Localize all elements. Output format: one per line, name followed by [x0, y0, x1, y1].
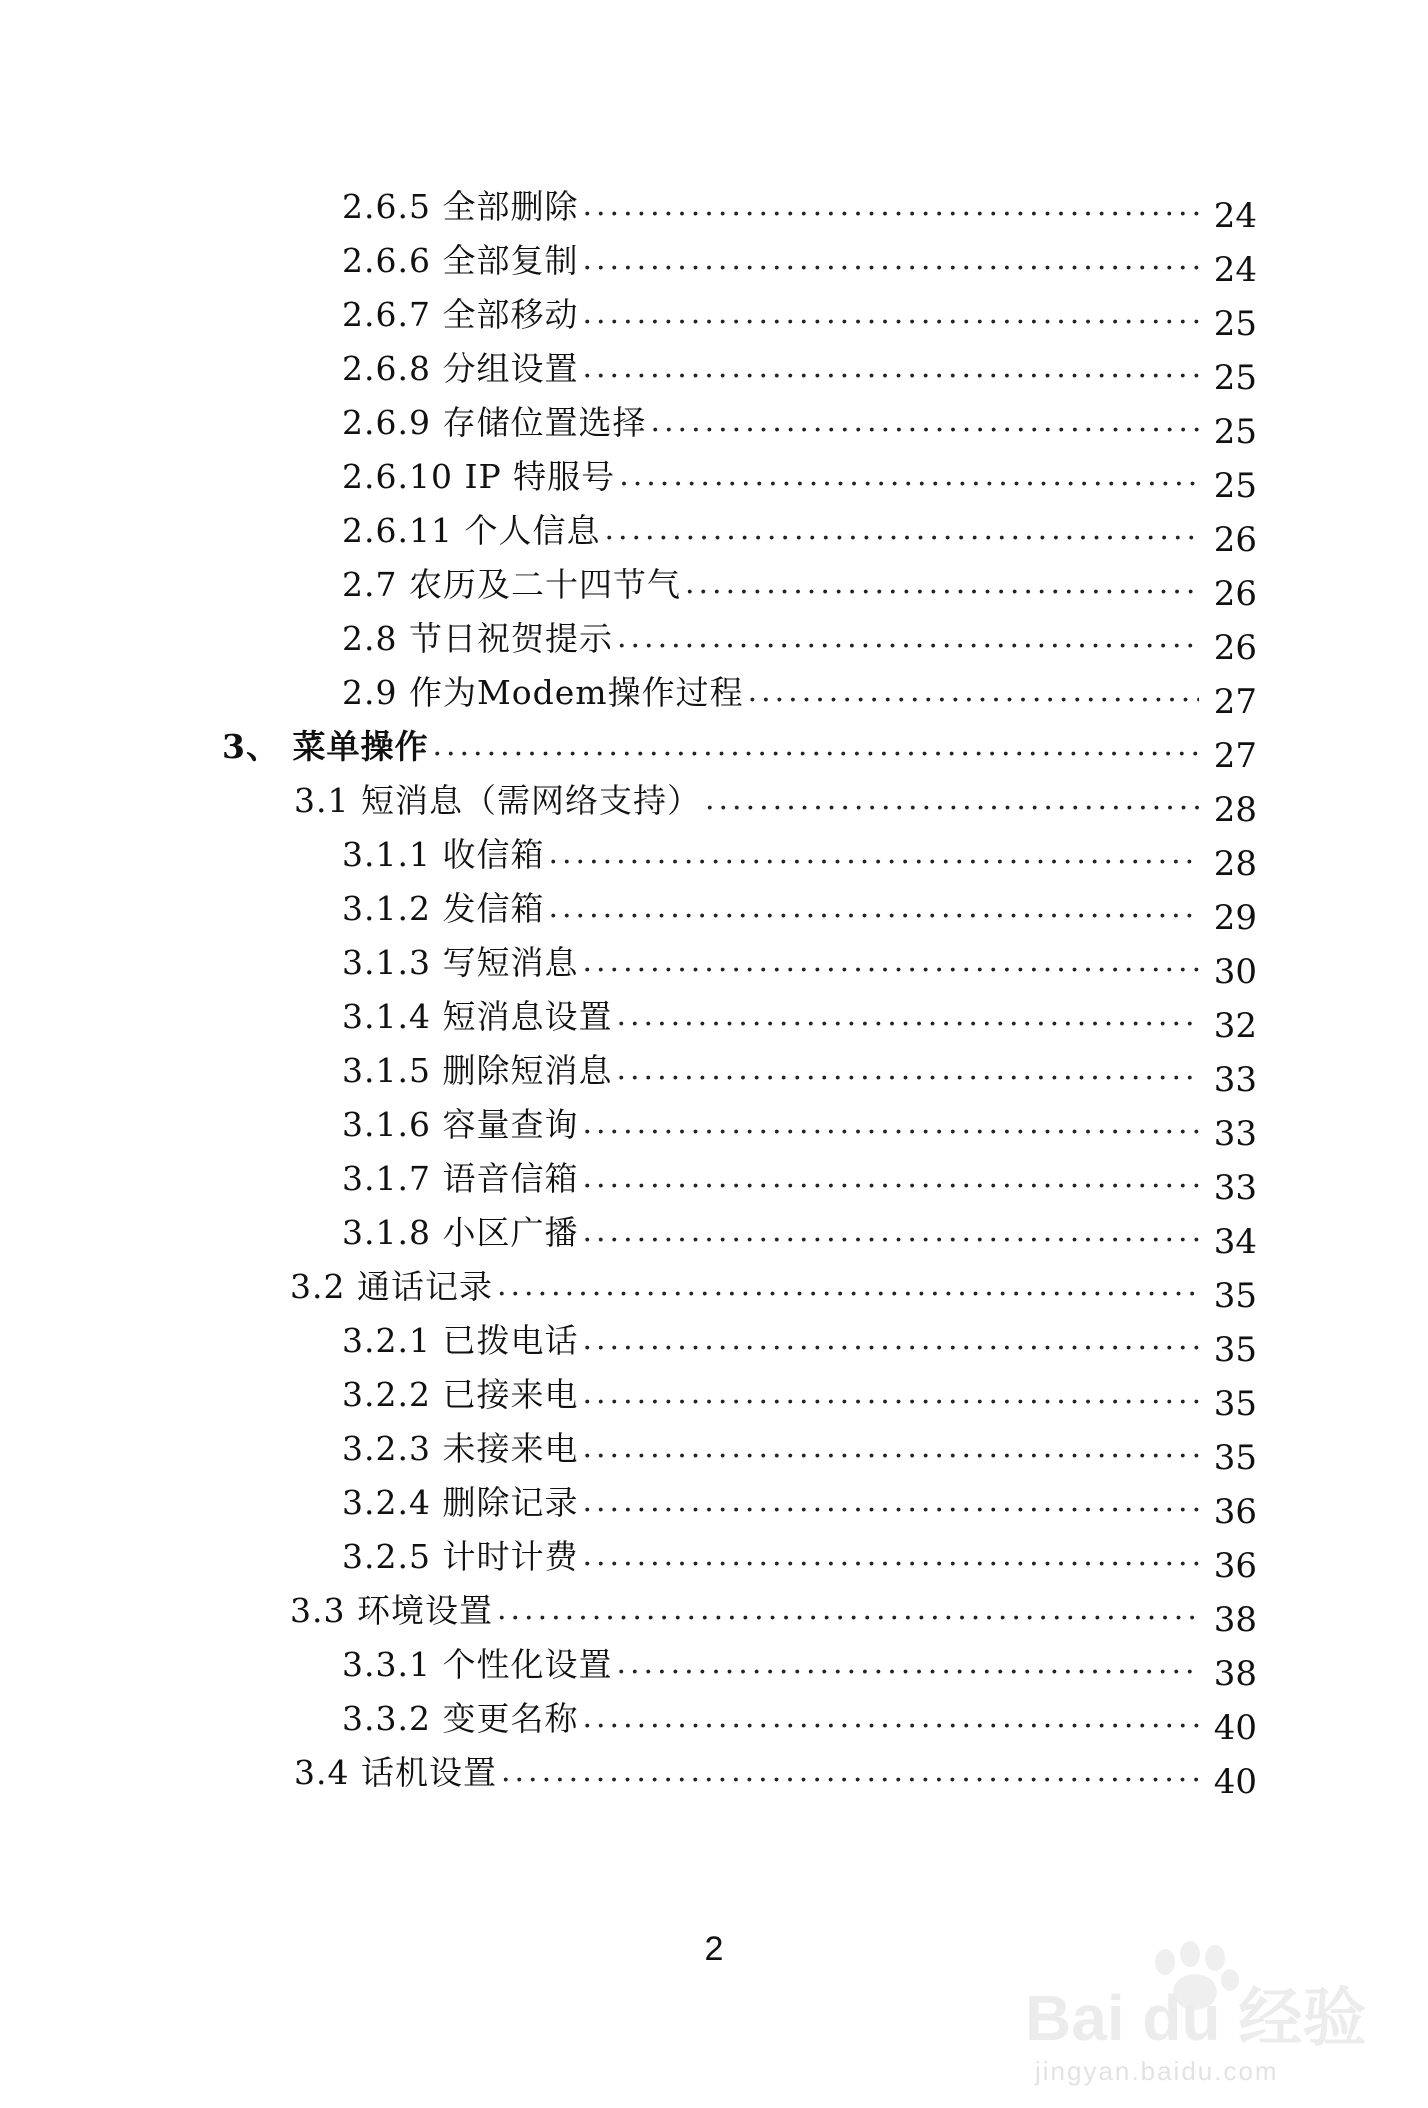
toc-entry: [342, 985, 1257, 1046]
toc-leader-dots: [650, 407, 1199, 437]
toc-entry-page: 24: [1213, 250, 1257, 290]
toc-leader-dots: [582, 1379, 1199, 1409]
toc-leader-dots: [582, 1433, 1199, 1463]
toc-entry-page: 38: [1213, 1600, 1257, 1640]
page-number: 2: [704, 1930, 724, 1968]
watermark-brand: Bai du 经验: [1025, 1982, 1367, 2054]
toc-entry-title: 2.9 作为Modem操作过程: [342, 673, 744, 712]
toc-leader-dots: [582, 1487, 1199, 1517]
toc-entry: [342, 1039, 1257, 1100]
toc-entry: [222, 715, 1257, 776]
toc-entry-title: 3.2.1 已拨电话: [342, 1321, 579, 1360]
toc-entry-title: 3.2.2 已接来电: [342, 1375, 579, 1414]
toc-leader-dots: [582, 947, 1199, 977]
toc-entry-title: 3.2.5 计时计费: [342, 1537, 579, 1576]
toc-entry-title: 3.1.3 写短消息: [342, 943, 579, 982]
toc-leader-dots: [582, 1541, 1199, 1571]
toc-entry-page: 30: [1213, 952, 1257, 992]
toc-leader-dots: [582, 1163, 1199, 1193]
toc-leader-dots: [501, 1757, 1199, 1787]
toc-entry: [342, 1147, 1257, 1208]
toc-entry-title: 3.1.5 删除短消息: [342, 1051, 613, 1090]
toc-entry-page: 35: [1213, 1438, 1257, 1478]
toc-entry-title: 3.2 通话记录: [290, 1267, 493, 1306]
toc-entry-page: 26: [1213, 574, 1257, 614]
toc-entry: [342, 661, 1257, 722]
toc-entry-title: 3.1.8 小区广播: [342, 1213, 579, 1252]
toc-entry-title: 3.1 短消息（需网络支持）: [294, 781, 701, 820]
toc-entry-title: 3.2.4 删除记录: [342, 1483, 579, 1522]
toc-entry-title: 3、 菜单操作: [222, 727, 429, 766]
toc-entry-page: 26: [1213, 628, 1257, 668]
toc-leader-dots: [582, 1109, 1199, 1139]
toc-entry: [342, 1363, 1257, 1424]
toc-entry: [342, 1417, 1257, 1478]
toc-entry-title: 2.6.8 分组设置: [342, 349, 579, 388]
toc-entry-page: 33: [1213, 1168, 1257, 1208]
watermark-url: jingyan.baidu.com: [1035, 2056, 1279, 2086]
toc-entry: [342, 391, 1257, 452]
toc-leader-dots: [604, 515, 1199, 545]
toc-entry: [342, 553, 1257, 614]
toc-entry: [342, 607, 1257, 668]
toc-entry-title: 3.4 话机设置: [294, 1753, 497, 1792]
toc-leader-dots: [748, 677, 1199, 707]
toc-leader-dots: [582, 353, 1199, 383]
toc-entry-title: 3.3.1 个性化设置: [342, 1645, 613, 1684]
toc-entry: [342, 823, 1257, 884]
toc-leader-dots: [582, 191, 1199, 221]
toc-entry-page: 40: [1213, 1708, 1257, 1748]
toc-entry-title: 3.1.6 容量查询: [342, 1105, 579, 1144]
toc-entry: [342, 337, 1257, 398]
toc-entry-page: 34: [1213, 1222, 1257, 1262]
toc-entry-page: 35: [1213, 1330, 1257, 1370]
toc-leader-dots: [616, 1055, 1199, 1085]
toc-entry: [342, 931, 1257, 992]
toc-entry-page: 33: [1213, 1060, 1257, 1100]
toc-entry: [290, 1255, 1257, 1316]
toc-entry-page: 28: [1213, 790, 1257, 830]
toc-entry: [342, 283, 1257, 344]
toc-leader-dots: [616, 1649, 1199, 1679]
toc-entry-page: 25: [1213, 412, 1257, 452]
toc-entry: [342, 1093, 1257, 1154]
toc-entry-title: 3.1.7 语音信箱: [342, 1159, 579, 1198]
toc-leader-dots: [497, 1271, 1199, 1301]
toc-entry-title: 3.3.2 变更名称: [342, 1699, 579, 1738]
toc-entry-page: 33: [1213, 1114, 1257, 1154]
toc-entry: [342, 1525, 1257, 1586]
toc-entry: [342, 1201, 1257, 1262]
toc-entry-page: 36: [1213, 1492, 1257, 1532]
toc-entry-page: 25: [1213, 358, 1257, 398]
toc-entry: [342, 229, 1257, 290]
toc-entry-page: 27: [1213, 736, 1257, 776]
toc-entry-title: 3.2.3 未接来电: [342, 1429, 579, 1468]
toc-leader-dots: [497, 1595, 1199, 1625]
toc-entry-page: 32: [1213, 1006, 1257, 1046]
toc-leader-dots: [548, 839, 1199, 869]
toc-leader-dots: [616, 1001, 1199, 1031]
toc-entry-title: 2.6.10 IP 特服号: [342, 457, 616, 496]
toc-entry: [342, 499, 1257, 560]
toc-entry-page: 25: [1213, 304, 1257, 344]
toc-entry: [342, 1687, 1257, 1748]
toc-leader-dots: [685, 569, 1199, 599]
toc-entry-page: 25: [1213, 466, 1257, 506]
toc-entry-page: 35: [1213, 1384, 1257, 1424]
toc-entry-title: 2.6.11 个人信息: [342, 511, 601, 550]
toc-entry-title: 3.1.2 发信箱: [342, 889, 545, 928]
toc-entry: [342, 1309, 1257, 1370]
toc-leader-dots: [548, 893, 1199, 923]
toc-leader-dots: [705, 785, 1199, 815]
toc-entry: [342, 175, 1257, 236]
toc-leader-dots: [582, 1325, 1199, 1355]
toc-entry: [342, 445, 1257, 506]
toc-entry-page: 35: [1213, 1276, 1257, 1316]
toc-entry: [290, 1579, 1257, 1640]
toc-entry-page: 38: [1213, 1654, 1257, 1694]
toc-entry-title: 2.8 节日祝贺提示: [342, 619, 613, 658]
toc-entry-title: 3.1.4 短消息设置: [342, 997, 613, 1036]
toc-leader-dots: [582, 299, 1199, 329]
toc-entry-page: 28: [1213, 844, 1257, 884]
toc-leader-dots: [432, 731, 1199, 761]
toc-entry-title: 2.6.6 全部复制: [342, 241, 579, 280]
baidu-watermark-logo: [1025, 1940, 1385, 2090]
toc-entry-page: 40: [1213, 1762, 1257, 1802]
toc-leader-dots: [582, 1703, 1199, 1733]
toc-entry-title: 2.6.7 全部移动: [342, 295, 579, 334]
toc-leader-dots: [619, 461, 1199, 491]
toc-entry-title: 3.3 环境设置: [290, 1591, 493, 1630]
toc-entry: [342, 1471, 1257, 1532]
toc-leader-dots: [617, 623, 1199, 653]
toc-entry-title: 3.1.1 收信箱: [342, 835, 545, 874]
toc-entry-title: 2.6.5 全部删除: [342, 187, 579, 226]
toc-entry: [294, 769, 1257, 830]
toc-leader-dots: [582, 245, 1199, 275]
toc-entry: [342, 877, 1257, 938]
toc-entry-title: 2.6.9 存储位置选择: [342, 403, 647, 442]
toc-leader-dots: [582, 1217, 1199, 1247]
toc-entry-page: 36: [1213, 1546, 1257, 1586]
toc-entry-page: 27: [1213, 682, 1257, 722]
toc-entry-title: 2.7 农历及二十四节气: [342, 565, 681, 604]
toc-entry-page: 29: [1213, 898, 1257, 938]
toc-entry-page: 26: [1213, 520, 1257, 560]
toc-entry: [294, 1741, 1257, 1802]
toc-entry-page: 24: [1213, 196, 1257, 236]
toc-entry: [342, 1633, 1257, 1694]
